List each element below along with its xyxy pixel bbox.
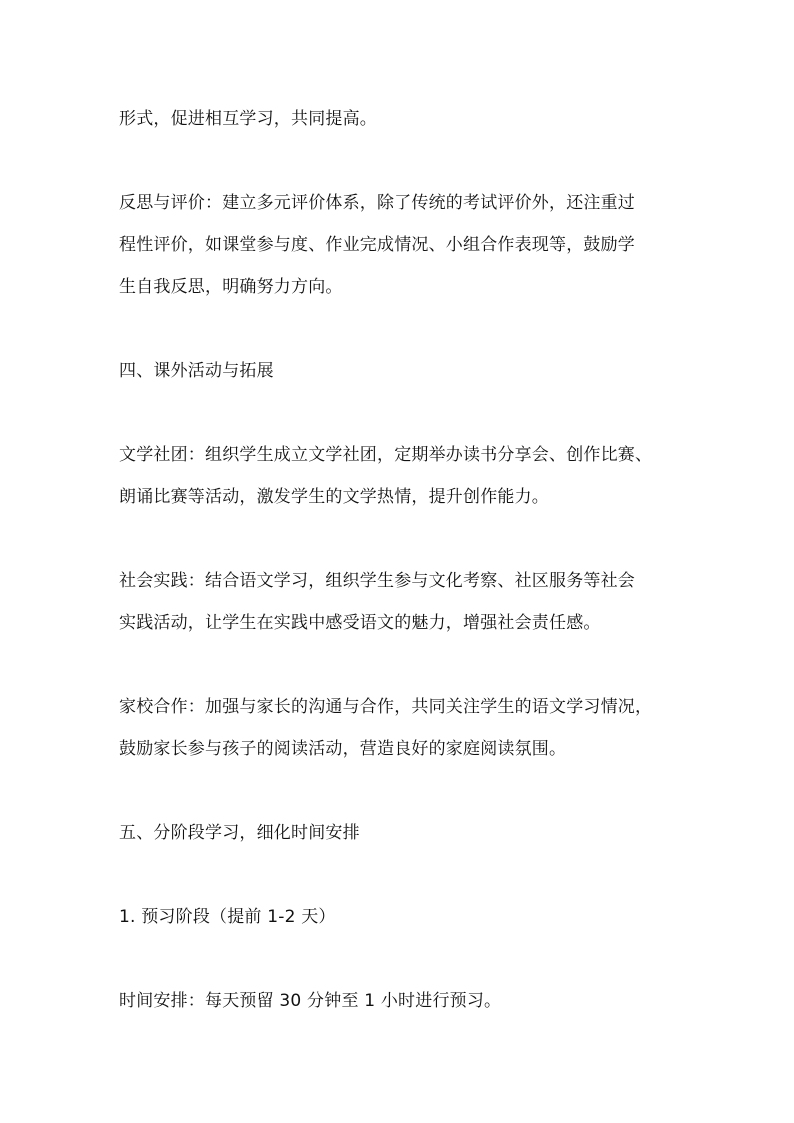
paragraph-gap <box>119 644 679 686</box>
subheading-preview-stage <box>119 896 679 938</box>
paragraph-social-practice <box>119 560 679 644</box>
section-heading-extracurricular <box>119 350 679 392</box>
document-body <box>119 98 679 1022</box>
section-heading-staged-learning <box>119 812 679 854</box>
paragraph-gap <box>119 518 679 560</box>
paragraph-gap <box>119 770 679 812</box>
text-line: 反思与评价：建立多元评价体系，除了传统的考试评价外，还注重过 <box>119 193 635 213</box>
text-line: 社会实践：结合语文学习，组织学生参与文化考察、社区服务等社会 <box>119 571 635 591</box>
text-line: 文学社团：组织学生成立文学社团，定期举办读书分享会、创作比赛、 <box>119 445 653 465</box>
text-line: 五、分阶段学习，细化时间安排 <box>119 823 360 843</box>
paragraph-gap <box>119 392 679 434</box>
text-line: 形式，促进相互学习，共同提高。 <box>119 109 377 129</box>
text-line: 实践活动，让学生在实践中感受语文的魅力，增强社会责任感。 <box>119 613 601 633</box>
paragraph-collaboration-end <box>119 98 679 140</box>
paragraph-gap <box>119 854 679 896</box>
paragraph-gap <box>119 308 679 350</box>
text-line: 生自我反思，明确努力方向。 <box>119 277 343 297</box>
paragraph-gap <box>119 938 679 980</box>
paragraph-time-arrangement <box>119 980 679 1022</box>
paragraph-literary-club <box>119 434 679 518</box>
text-line: 程性评价，如课堂参与度、作业完成情况、小组合作表现等，鼓励学 <box>119 235 635 255</box>
text-line: 1. 预习阶段（提前 1-2 天） <box>119 907 336 927</box>
paragraph-home-school <box>119 686 679 770</box>
text-line: 时间安排：每天预留 30 分钟至 1 小时进行预习。 <box>119 991 502 1011</box>
text-line: 鼓励家长参与孩子的阅读活动，营造良好的家庭阅读氛围。 <box>119 739 567 759</box>
text-line: 朗诵比赛等活动，激发学生的文学热情，提升创作能力。 <box>119 487 549 507</box>
text-line: 家校合作：加强与家长的沟通与合作，共同关注学生的语文学习情况， <box>119 697 653 717</box>
paragraph-gap <box>119 140 679 182</box>
text-line: 四、课外活动与拓展 <box>119 361 274 381</box>
paragraph-reflection-evaluation <box>119 182 679 308</box>
